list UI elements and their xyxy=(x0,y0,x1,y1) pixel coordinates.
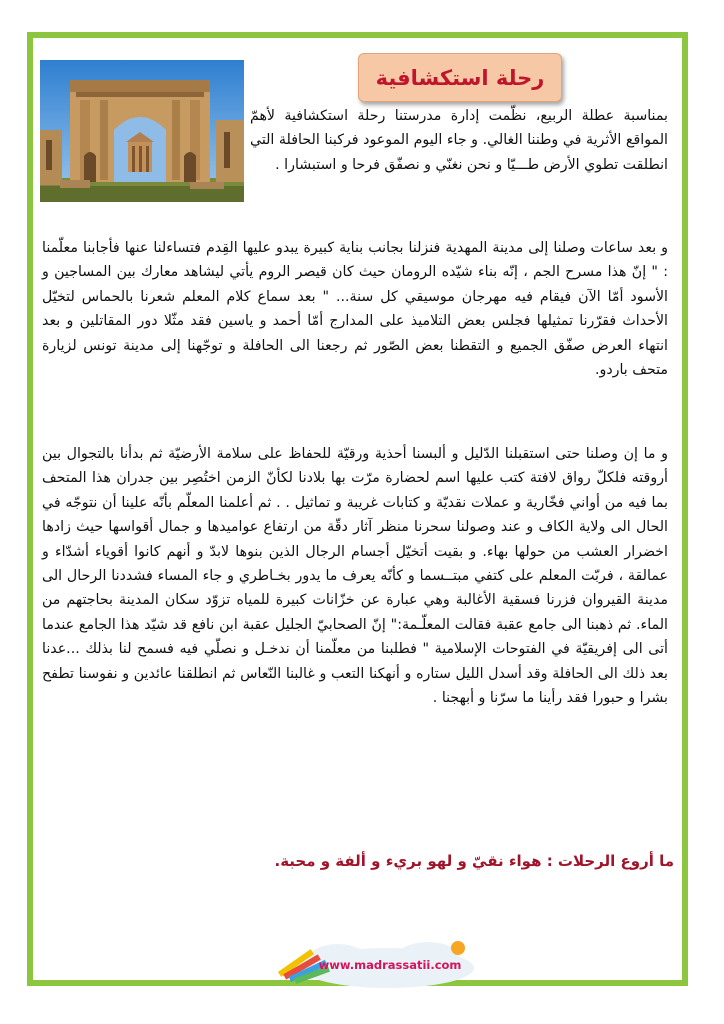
footer-logo xyxy=(268,930,480,996)
conclusion-text: ما أروع الرحلات : هواء نقيّ و لهو بريء و ألفة و محبة. xyxy=(274,852,674,870)
paragraph-1: بمناسبة عطلة الربيع، نظّمت إدارة مدرستنا رحلة استكشافية لأهمّ المواقع الأثرية في وطننا الغالي. و جاء اليوم الموعود فركبنا الحافلة التي انطلقت تطوي الأرض طـــيّا و نحن نغنّي و نصفّق فرحا و استبشارا . xyxy=(250,108,668,173)
paragraph-2: و بعد ساعات وصلنا إلى مدينة المهدية فنزلنا بجانب بناية كبيرة يبدو عليها القِدم فتساءلنا عنها فأجابنا معلّمنا : " إنّ هذا مسرح الجم ، إنّه بناء شيّده الرومان حيث كان قيصر الروم يأتي ليشاهد معارك بين المساجين و الأسود أمّا الآن فيقام فيه مهرجان موسيقي كل سنة... " بعد سماع كلام المعلم شعرنا بالحماس لتخيّل الأحداث فقرّرنا تمثيلها فجلس بعض التلاميذ على المدارج أمّا أحمد و ياسين فقد مثّلا دور المقاتلين و بعد انتهاء العرض صفّق الجميع و التقطنا بعض الصّور ثم رجعنا الى الحافلة و توجّهنا إلى مدينة تونس لزيارة متحف باردو. xyxy=(42,240,668,379)
roman-arch-photo xyxy=(40,60,244,202)
page-title: رحلة استكشافية xyxy=(375,65,545,90)
footer-url: www.madrassatii.com xyxy=(318,958,462,972)
paragraph-3: و ما إن وصلنا حتى استقبلنا الدّليل و ألبسنا أحذية ورقيّة للحفاظ على سلامة الأرضيّة ثم بدأنا بالتجوال بين أروقته فلكلّ رواق لافتة كتب عليها اسم لحضارة مرّت بها بلادنا لكأنّ الزمن اختُصِر بين جدران هذا المتحف بما فيه من أواني فخّارية و عملات نقديّة و كتابات غريبة و تماثيل . . ثم أعلمنا المعلّم بأنّه علينا أن نتوجّه في الحال الى ولاية الكاف و عند وصولنا سحرنا منظر آثار دقّة من ارتفاع عواميدها و جمال أقواسها حيث زادها اخضرار العشب من حولها بهاء. و بقيت أتخيّل أجسام الرجال الذين بنوها لابدّ و أنهم كانوا أقوياء أشدّاء و عمالقة ، فربّت المعلم على كتفي مبتــسما و كأنّه يعرف ما يدور بخـاطري و جاء المساء فشددنا الرحال الى مدينة القيروان فزرنا فسقية الأغالبة وهي عبارة عن خزّانات كبيرة للمياه تزوّد سكان المدينة بحاجتهم من الماء. ثم ذهبنا الى جامع عقبة فقالت المعلّـمة:" إنّ الصحابيّ الجليل عقبة ابن نافع قد شيّد هذا الجامع عندما أتى الى إفريقيّة في الفتوحات الإسلامية " فطلبنا من معلّمنا أن ندخـل و نصلّي فيه فسمح لنا بذلك ...عدنا بعد ذلك الى الحافلة وقد أسدل الليل ستاره و أنهكنا التعب و غالبنا النّعاس ثم انطلقنا عائدين و نفوسنا تطفح بشرا و حبورا فقد رأينا ما سرّنا و أبهجنا . xyxy=(42,446,668,707)
title-box xyxy=(358,53,562,102)
